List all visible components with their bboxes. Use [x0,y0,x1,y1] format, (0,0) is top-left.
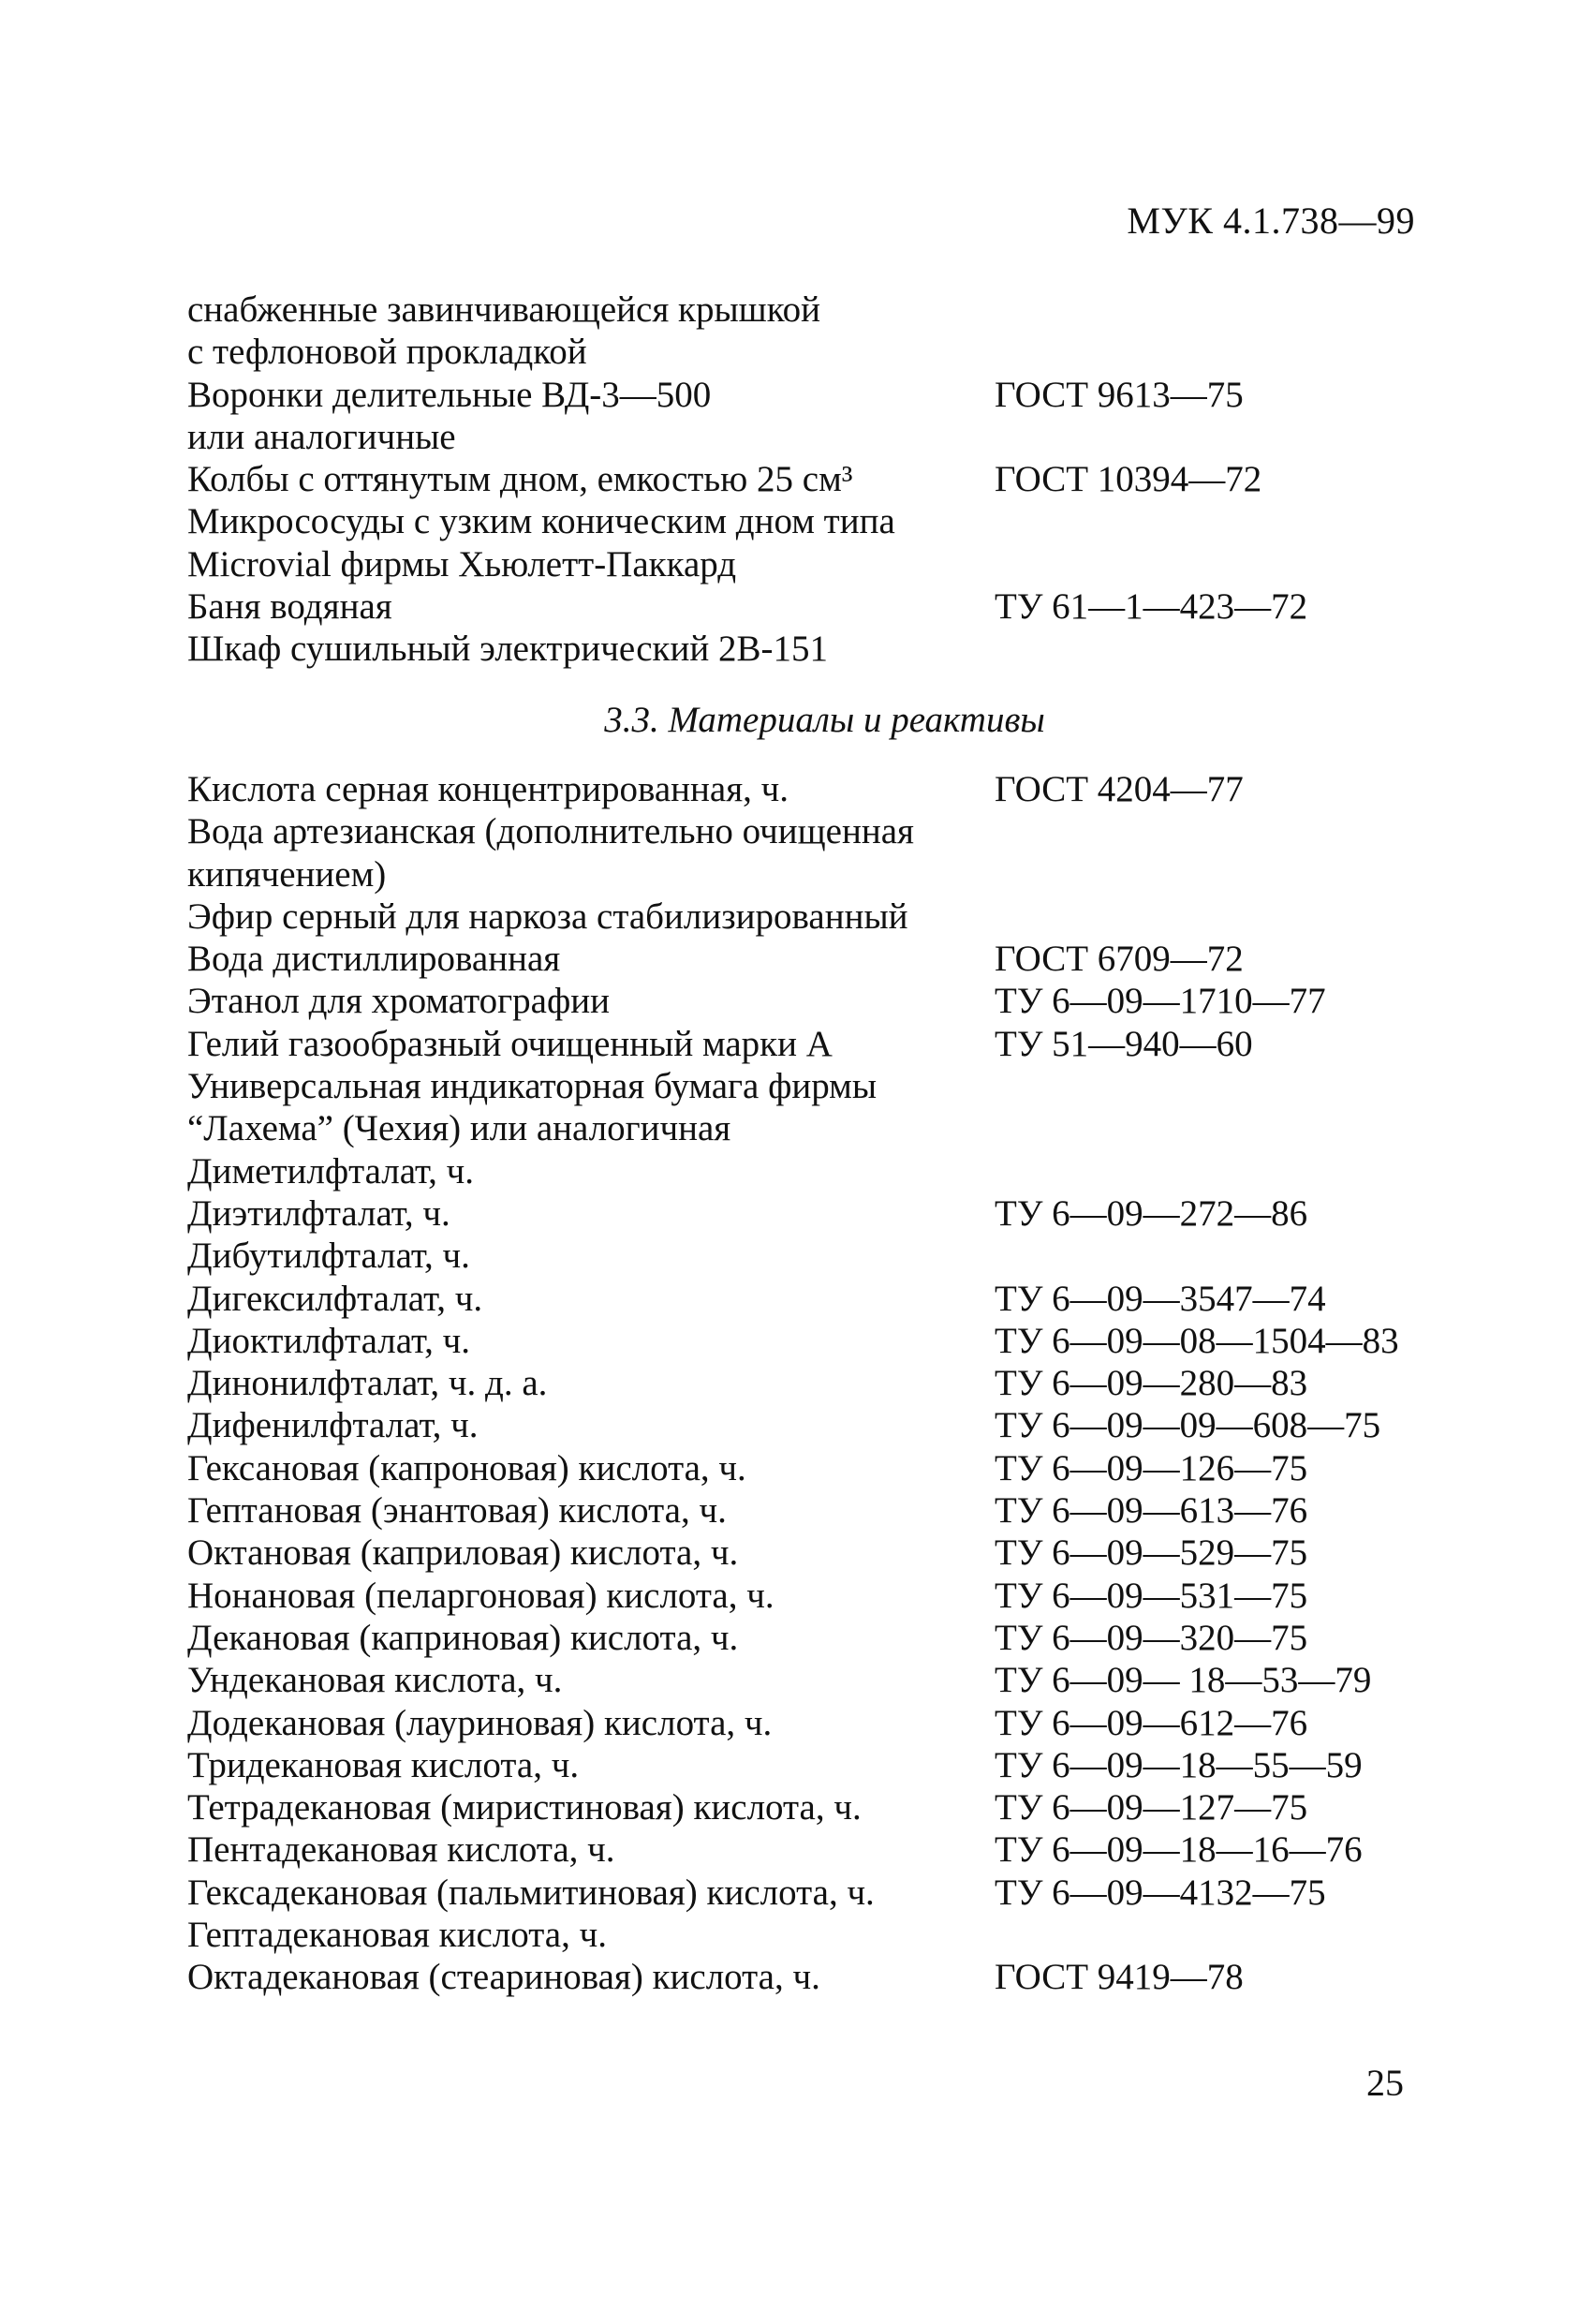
list-item [187,374,1423,416]
list-item [187,896,1423,938]
item-name: кипячением) [187,853,387,895]
document-code: МУК 4.1.738—99 [1127,200,1415,242]
list-item [187,1107,1423,1149]
item-name: Ундекановая кислота, ч. [187,1660,563,1701]
item-name: Дибутилфталат, ч. [187,1236,470,1277]
item-name: Баня водяная [187,586,392,628]
list-item [187,1617,1423,1659]
item-standard: ТУ 6—09—18—16—76 [995,1829,1363,1871]
item-name: Вода дистиллированная [187,939,561,980]
list-item [187,458,1423,500]
list-item [187,1872,1423,1914]
list-item [187,1914,1423,1956]
item-standard: ГОСТ 6709—72 [995,939,1244,980]
list-item [187,1150,1423,1192]
item-name: Гексадекановая (пальмитиновая) кислота, ч. [187,1872,875,1913]
list-item [187,1532,1423,1574]
page-number: 25 [1366,2062,1404,2104]
list-item [187,1404,1423,1446]
item-standard: ГОСТ 9613—75 [995,374,1244,415]
list-item [187,543,1423,585]
item-standard: ТУ 6—09— 18—53—79 [995,1660,1372,1701]
item-name: Тридекановая кислота, ч. [187,1744,580,1785]
item-standard: ТУ 6—09—127—75 [995,1787,1308,1828]
item-name: Гексановая (капроновая) кислота, ч. [187,1447,746,1488]
list-item [187,1744,1423,1786]
item-standard: ТУ 61—1—423—72 [995,586,1308,628]
item-standard: ГОСТ 10394—72 [995,459,1262,500]
section-heading [0,699,1593,741]
item-name: или аналогичные [187,416,456,457]
list-item [187,1702,1423,1744]
list-item [187,1659,1423,1701]
list-item [187,1447,1423,1489]
item-name: Кислота серная концентрированная, ч. [187,769,789,809]
item-standard: ТУ 6—09—09—608—75 [995,1405,1381,1446]
item-name: Этанол для хроматографии [187,981,610,1022]
item-standard: ТУ 6—09—1710—77 [995,981,1326,1022]
item-name: Декановая (каприновая) кислота, ч. [187,1617,739,1658]
item-standard: ТУ 6—09—531—75 [995,1575,1308,1616]
list-item [187,1235,1423,1277]
list-item [187,1362,1423,1404]
item-name: Тетрадекановая (миристиновая) кислота, ч. [187,1787,862,1828]
list-item [187,331,1423,373]
item-name: Пентадекановая кислота, ч. [187,1829,615,1871]
list-item [187,1575,1423,1617]
list-item [187,810,1423,852]
item-standard: ТУ 6—09—4132—75 [995,1872,1326,1913]
list-item [187,585,1423,628]
item-name: Диоктилфталат, ч. [187,1320,470,1361]
item-standard: ТУ 6—09—612—76 [995,1702,1308,1743]
item-name: Диметилфталат, ч. [187,1150,475,1192]
list-item [187,1278,1423,1320]
item-standard: ГОСТ 4204—77 [995,769,1244,809]
item-name: Додекановая (лауриновая) кислота, ч. [187,1702,773,1743]
list-item [187,289,1423,331]
list-item [187,1828,1423,1871]
equipment-list [187,289,1423,671]
item-name: Гептадекановая кислота, ч. [187,1915,607,1956]
item-name: Октадекановая (стеариновая) кислота, ч. [187,1957,820,1998]
list-item [187,1023,1423,1065]
item-name: Дифенилфталат, ч. [187,1405,479,1446]
list-item [187,1786,1423,1828]
list-item [187,1320,1423,1362]
list-item [187,980,1423,1022]
item-name: Универсальная индикаторная бумага фирмы [187,1066,878,1107]
list-item [187,416,1423,458]
reagents-list [187,768,1423,1999]
item-standard: ГОСТ 9419—78 [995,1957,1244,1998]
list-item [187,1956,1423,1998]
item-name: Шкаф сушильный электрический 2В-151 [187,629,828,670]
item-name: Дигексилфталат, ч. [187,1278,483,1319]
item-name: с тефлоновой прокладкой [187,332,587,373]
item-name: Октановая (каприловая) кислота, ч. [187,1532,739,1574]
item-standard: ТУ 6—09—126—75 [995,1447,1308,1488]
item-name: Воронки делительные ВД-3—500 [187,374,712,415]
item-standard: ТУ 6—09—08—1504—83 [995,1320,1399,1361]
list-item [187,1065,1423,1107]
item-standard: ТУ 6—09—529—75 [995,1532,1308,1574]
list-item [187,768,1423,810]
list-item [187,628,1423,670]
item-name: Нонановая (пеларгоновая) кислота, ч. [187,1575,774,1616]
list-item [187,1489,1423,1532]
list-item [187,500,1423,542]
item-name: снабженные завинчивающейся крышкой [187,289,821,330]
item-name: Гептановая (энантовая) кислота, ч. [187,1490,727,1532]
item-name: Колбы с оттянутым дном, емкостью 25 см³ [187,459,853,500]
item-name: “Лахема” (Чехия) или аналогичная [187,1108,731,1149]
item-standard: ТУ 6—09—320—75 [995,1617,1308,1658]
list-item [187,938,1423,980]
item-name: Микрососуды с узким коническим дном типа [187,501,895,542]
list-item [187,1192,1423,1235]
item-name: Microvial фирмы Хьюлетт-Паккард [187,543,737,585]
item-name: Динонилфталат, ч. д. а. [187,1363,548,1404]
item-name: Эфир серный для наркоза стабилизированный [187,896,908,937]
item-standard: ТУ 6—09—613—76 [995,1490,1308,1532]
item-standard: ТУ 6—09—18—55—59 [995,1744,1363,1785]
section-heading-text: 3.3. Материалы и реактивы [604,700,1045,740]
list-item [187,853,1423,896]
item-name: Гелий газообразный очищенный марки А [187,1023,833,1064]
item-name: Диэтилфталат, ч. [187,1192,450,1234]
item-standard: ТУ 6—09—272—86 [995,1192,1308,1234]
item-standard: ТУ 51—940—60 [995,1023,1253,1064]
item-standard: ТУ 6—09—3547—74 [995,1278,1326,1319]
item-name: Вода артезианская (дополнительно очищенная [187,811,914,852]
item-standard: ТУ 6—09—280—83 [995,1363,1308,1404]
